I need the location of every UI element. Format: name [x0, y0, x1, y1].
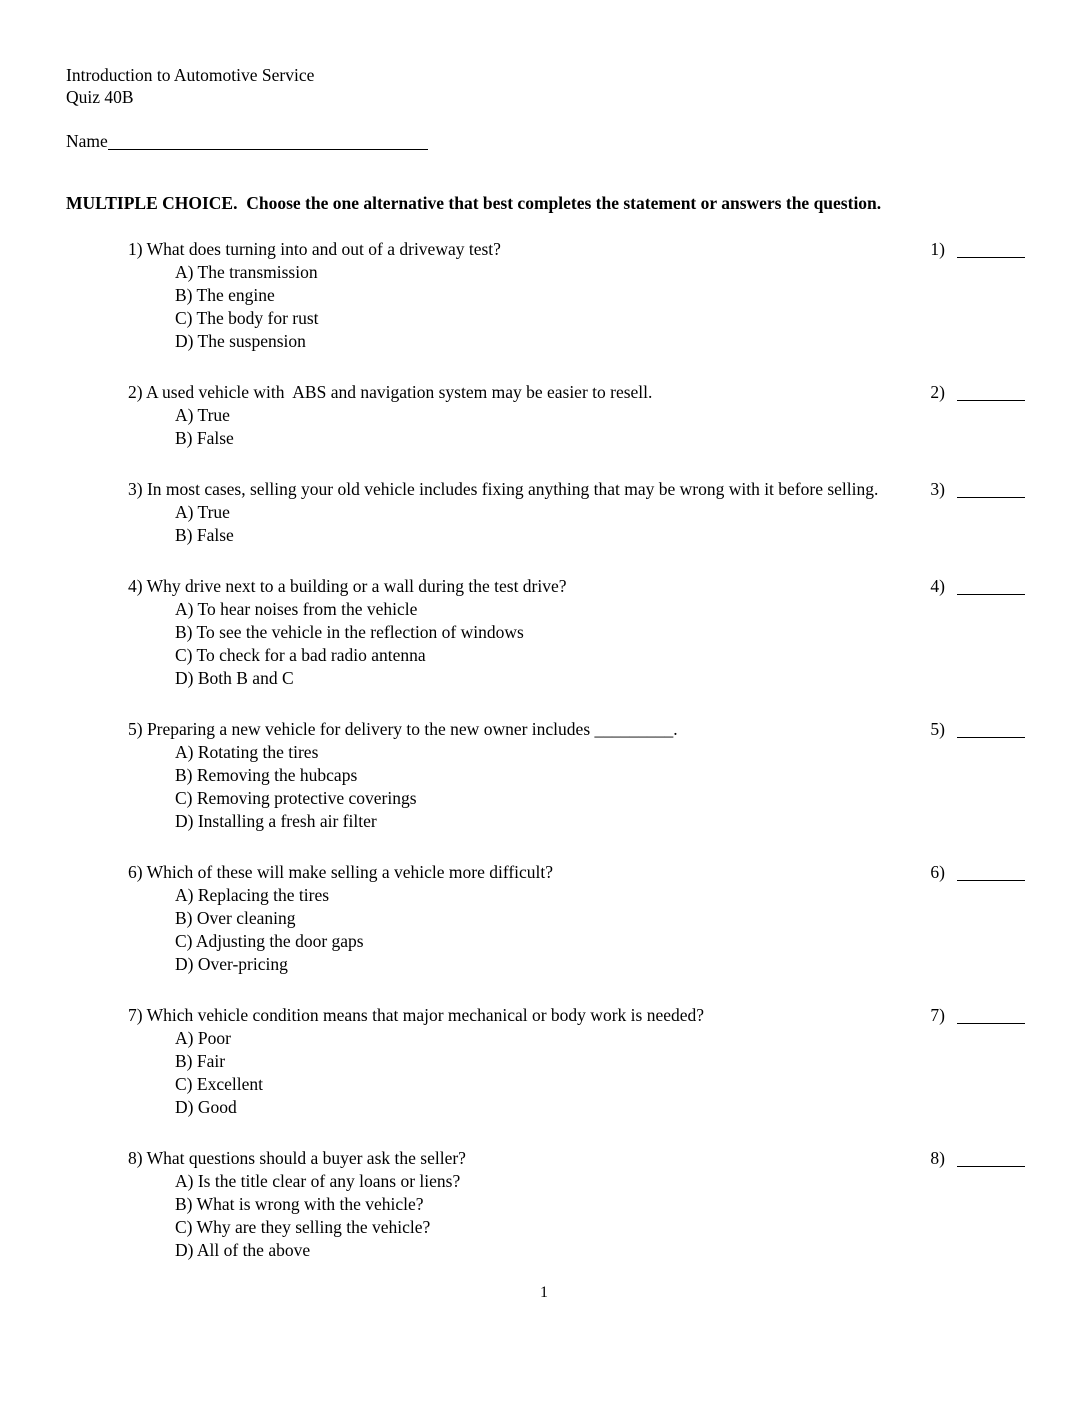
answer-line [957, 1166, 1025, 1167]
page-footer [0, 1282, 1088, 1304]
answer-line [957, 497, 1025, 498]
answer-number: 5) [930, 719, 945, 739]
quiz-title: Quiz 40B [66, 87, 134, 107]
question-main [128, 861, 920, 976]
choices-list [175, 741, 920, 833]
question-text: Preparing a new vehicle for delivery to the new owner includes _________. [142, 719, 678, 739]
choice-item: B) What is wrong with the vehicle? [175, 1194, 424, 1214]
questions-list [128, 238, 1025, 1262]
choices-list [175, 1027, 920, 1119]
choice-item: A) Poor [175, 1028, 231, 1048]
question-block [128, 861, 1025, 976]
choice-item: A) Is the title clear of any loans or liens? [175, 1171, 461, 1191]
choice-item: D) Both B and C [175, 668, 294, 688]
choices-list [175, 501, 920, 547]
question-number: 7) [128, 1005, 143, 1025]
answer-line [957, 400, 1025, 401]
choice-item: B) False [175, 428, 234, 448]
question-block [128, 1147, 1025, 1262]
choice-item: D) Installing a fresh air filter [175, 811, 377, 831]
answer-line [957, 257, 1025, 258]
question-text: A used vehicle with ABS and navigation system may be easier to resell. [142, 382, 653, 402]
question-block [128, 1004, 1025, 1119]
course-title: Introduction to Automotive Service [66, 65, 315, 85]
answer-number: 1) [930, 239, 945, 259]
question-text: Why drive next to a building or a wall during the test drive? [142, 576, 567, 596]
choices-list [175, 1170, 920, 1262]
choice-item: D) All of the above [175, 1240, 311, 1260]
question-main [128, 1147, 920, 1262]
choice-item: C) Why are they selling the vehicle? [175, 1217, 431, 1237]
choice-item: A) True [175, 502, 230, 522]
question-text: In most cases, selling your old vehicle includes fixing anything that may be wrong with it before selling. [142, 479, 879, 499]
answer-blank [930, 1004, 1025, 1027]
choice-item: A) To hear noises from the vehicle [175, 599, 418, 619]
question-number: 5) [128, 719, 143, 739]
answer-blank [930, 575, 1025, 598]
choices-list [175, 404, 920, 450]
question-block [128, 381, 1025, 450]
choice-item: B) False [175, 525, 234, 545]
name-label: Name [66, 131, 108, 151]
question-line [128, 478, 920, 501]
question-main [128, 238, 920, 353]
page-number: 1 [540, 1284, 548, 1301]
question-line [128, 1004, 920, 1027]
question-line [128, 381, 920, 404]
choice-item: B) Over cleaning [175, 908, 296, 928]
choice-item: C) The body for rust [175, 308, 319, 328]
answer-line [957, 737, 1025, 738]
answer-number: 8) [930, 1148, 945, 1168]
choice-item: D) Good [175, 1097, 237, 1117]
answer-number: 6) [930, 862, 945, 882]
choice-item: A) The transmission [175, 262, 318, 282]
question-text: Which vehicle condition means that major mechanical or body work is needed? [142, 1005, 705, 1025]
choice-item: A) True [175, 405, 230, 425]
question-text: What does turning into and out of a driveway test? [142, 239, 501, 259]
choice-item: B) Removing the hubcaps [175, 765, 358, 785]
question-line [128, 1147, 920, 1170]
choice-item: B) Fair [175, 1051, 226, 1071]
choice-item: C) Removing protective coverings [175, 788, 417, 808]
question-main [128, 575, 920, 690]
question-main [128, 1004, 920, 1119]
question-text: Which of these will make selling a vehicle more difficult? [142, 862, 554, 882]
question-main [128, 718, 920, 833]
question-main [128, 478, 920, 547]
question-block [128, 718, 1025, 833]
question-block [128, 238, 1025, 353]
answer-number: 3) [930, 479, 945, 499]
choices-list [175, 598, 920, 690]
choice-item: B) To see the vehicle in the reflection of windows [175, 622, 524, 642]
choice-item: C) Adjusting the door gaps [175, 931, 364, 951]
choice-item: D) Over-pricing [175, 954, 288, 974]
choices-list [175, 884, 920, 976]
choice-item: A) Replacing the tires [175, 885, 330, 905]
question-block [128, 575, 1025, 690]
answer-line [957, 1023, 1025, 1024]
document-header [66, 64, 1025, 108]
answer-blank [930, 238, 1025, 261]
name-blank-line [108, 149, 428, 150]
name-row [66, 130, 1025, 152]
answer-blank [930, 478, 1025, 501]
answer-line [957, 880, 1025, 881]
choice-item: B) The engine [175, 285, 275, 305]
choice-item: C) Excellent [175, 1074, 263, 1094]
question-line [128, 861, 920, 884]
answer-line [957, 594, 1025, 595]
answer-number: 7) [930, 1005, 945, 1025]
question-main [128, 381, 920, 450]
question-text: What questions should a buyer ask the seller? [142, 1148, 466, 1168]
answer-blank [930, 718, 1025, 741]
answer-blank [930, 1147, 1025, 1170]
question-block [128, 478, 1025, 547]
question-number: 6) [128, 862, 143, 882]
question-number: 2) [128, 382, 143, 402]
choice-item: A) Rotating the tires [175, 742, 319, 762]
choices-list [175, 261, 920, 353]
question-number: 3) [128, 479, 143, 499]
question-line [128, 575, 920, 598]
instructions-heading: MULTIPLE CHOICE. Choose the one alternative that best completes the statement or answers the question. [66, 193, 882, 213]
answer-number: 2) [930, 382, 945, 402]
answer-blank [930, 381, 1025, 404]
question-line [128, 718, 920, 741]
choice-item: D) The suspension [175, 331, 306, 351]
answer-number: 4) [930, 576, 945, 596]
question-line [128, 238, 920, 261]
choice-item: C) To check for a bad radio antenna [175, 645, 426, 665]
question-number: 4) [128, 576, 143, 596]
question-number: 8) [128, 1148, 143, 1168]
answer-blank [930, 861, 1025, 884]
question-number: 1) [128, 239, 143, 259]
